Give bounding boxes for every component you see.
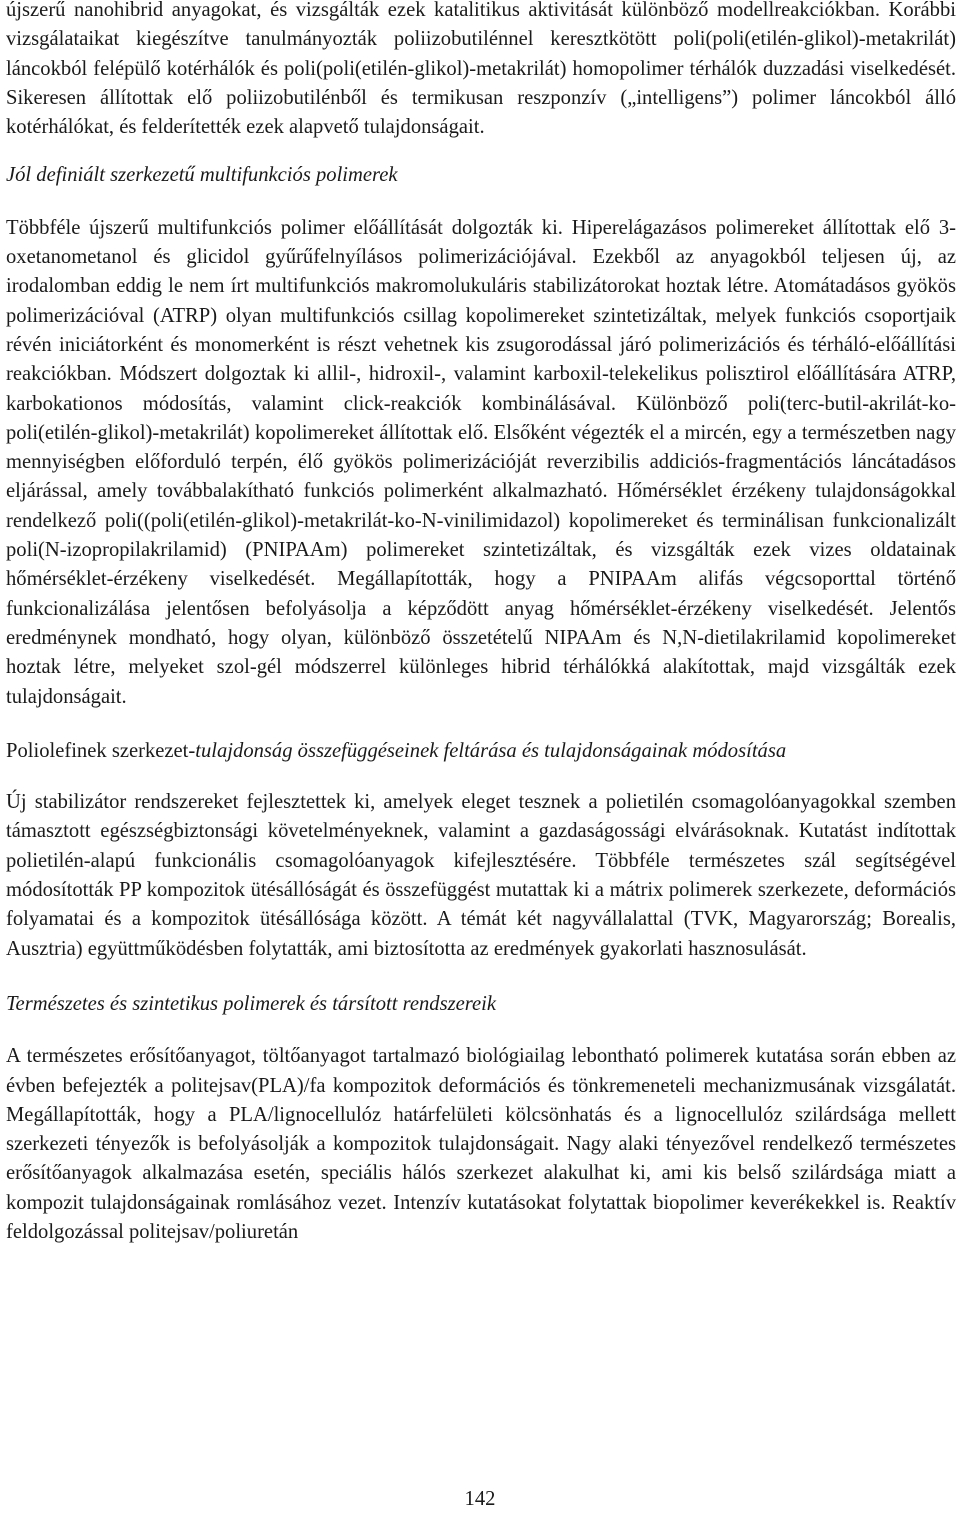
section-heading-polyolefins-italic-part: tulajdonság összefüggéseinek feltárása és tulajdonságainak módosítása (195, 739, 787, 762)
paragraph-intro-continuation: újszerű nanohibrid anyagokat, és vizsgálták ezek katalitikus aktivitását különböző modellreakciókban. Korábbi vizsgálataikat kiegészítve tanulmányozták poliizobutilénnel keresztkötött poli(poli(etilén-glikol)-metakrilát) láncokból felépülő kotérhálók és poli(poli(etilén-glikol)-metakrilát) homopolimer térhálók duzzadási viselkedését. Sikeresen állítottak elő poliizobutilénből és termikusan reszponzív („intelligens”) polimer láncokból álló kotérhálókat, és felderítették ezek alapvető tulajdonságait. (6, 0, 956, 139)
section-heading-polyolefins (6, 737, 956, 766)
paragraph-multifunctional-polymers: Többféle újszerű multifunkciós polimer előállítását dolgozták ki. Hiperelágazásos polimereket állítottak elő 3-oxetanometanol és glicidol gyűrűfelnyílásos polimerizációjával. Ezekből az anyagokból teljesen új, az irodalomban eddig le nem írt multifunkciós makromolukuláris stabilizátorokat hoztak létre. Atomátadásos gyökös polimerizációval (ATRP) olyan multifunkciós csillag kopolimereket szintetizáltak, melyek funkciós csoportjaik révén iniciátorként és monomerként is részt vehetnek kis zsugorodással járó polimerizációs és térháló-előállítási reakciókban. Módszert dolgoztak ki allil-, hidroxil-, valamint karboxil-telekelikus polisztirol előállítására ATRP, karbokationos módosítás, valamint click-reakciók kombinálásával. Különböző poli(terc-butil-akrilát-ko-poli(etilén-glikol)-metakrilát) kopolimereket állítottak elő. Elsőként végezték el a mircén, egy a természetben nagy mennyiségben előforduló terpén, élő gyökös polimerizációját reverzibilis addiciós-fragmentációs láncátadásos eljárással, amely továbbalakítható funkciós polimerként alkalmazható. Hőmérséklet érzékeny tulajdonságokkal rendelkező poli((poli(etilén-glikol)-metakrilát-ko-N-vinilimidazol) kopolimereket és terminálisan funkcionalizált poli(N-izopropilakrilamid) (PNIPAAm) polimereket szintetizáltak, és vizsgálták ezek vizes oldatainak hőmérséklet-érzékeny viselkedését. Megállapították, hogy a PNIPAAm alifás végcsoporttal történő funkcionalizálása jelentősen befolyásolja a képződött anyag hőmérséklet-érzékeny viselkedését. Jelentős eredménynek mondható, hogy olyan, különböző összetételű NIPAAm és N,N-dietilakrilamid kopolimereket hoztak létre, melyeket szol-gél módszerrel különleges hibrid térhálókká alakítottak, majd vizsgálták ezek tulajdonságait. (6, 216, 956, 708)
document-page (6, 0, 956, 1247)
paragraph-biodegradable-composites: A természetes erősítőanyagot, töltőanyagot tartalmazó biológiailag lebontható polimerek kutatása során ebben az évben befejezték a politejsav(PLA)/fa kompozitok deformációs és tönkremeneteli mechanizmusának vizsgálatát. Megállapították, hogy a PLA/lignocellulóz határfelületi kölcsönhatás és a lignocellulóz szilárdsága mellett szerkezeti tényezők is befolyásolják a kompozitok tulajdonságait. Nagy alaki tényezővel rendelkező természetes erősítőanyagok alkalmazása esetén, speciális hálós szerkezet alakulhat ki, ami kis belső szilárdsága miatt a kompozit tulajdonságainak romlásához vezet. Intenzív kutatásokat folytattak biopolimer keverékekkel is. Reaktív feldolgozással politejsav/poliuretán (6, 1045, 956, 1243)
section-heading-natural-synthetic-polymers: Természetes és szintetikus polimerek és társított rendszereik (6, 992, 496, 1015)
paragraph-stabilizers: Új stabilizátor rendszereket fejlesztettek ki, amelyek eleget tesznek a polietilén csomagolóanyagokkal szemben támasztott egészségbiztonsági követelményeknek, valamint a gazdaságossági elvárásoknak. Kutatást indítottak polietilén-alapú funkcionális csomagolóanyagok kifejlesztésére. Többféle természetes szál segítségével módosították PP kompozitok ütésállóságát és összefüggést mutattak ki a mátrix polimerek szerkezete, deformációs folyamatai és a kompozitok ütésállósága között. A témát két nagyvállalattal (TVK, Magyarország; Borealis, Ausztria) együttműködésben folytatták, ami biztosította az eredmények gyakorlati hasznosulását. (6, 791, 956, 960)
section-heading-polyolefins-normal-part: Poliolefinek szerkezet- (6, 739, 196, 762)
page-number: 142 (464, 1488, 496, 1510)
section-heading-multifunctional-polymers: Jól definiált szerkezetű multifunkciós polimerek (6, 164, 398, 187)
